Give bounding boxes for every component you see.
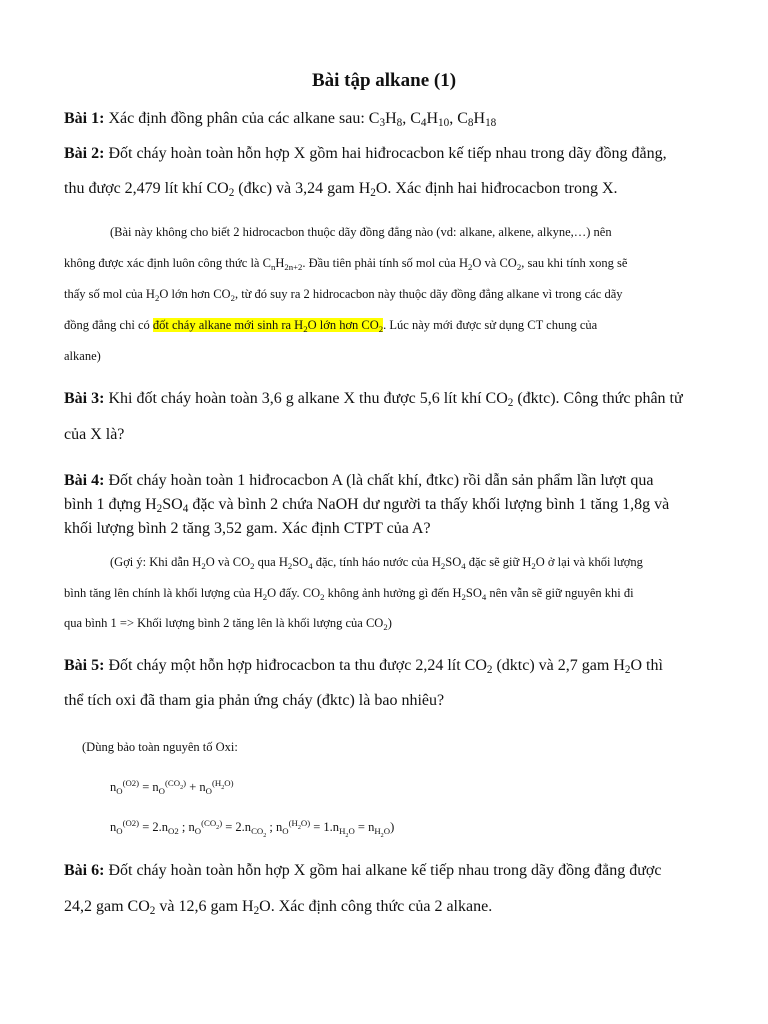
exercise-label: Bài 6:: [64, 862, 105, 879]
exercise-label: Bài 1:: [64, 110, 105, 127]
exercise-label: Bài 3:: [64, 390, 105, 407]
exercise-3-line-1: Bài 3: Khi đốt cháy hoàn toàn 3,6 g alkane X thu được 5,6 lít khí $CO_2$ (đktc). Công thức phân tử: [64, 390, 683, 409]
exercise-4-line-1: Bài 4: Đốt cháy hoàn toàn 1 hiđrocacbon A (là chất khí, đtkc) rồi dẫn sản phẩm lần lượt qua: [64, 472, 654, 489]
note-4-line-3: qua bình 1 => Khối lượng bình 2 tăng lên là khối lượng của $CO_2$): [64, 616, 392, 632]
note-2-line-4-end: . Lúc này mới được sử dụng CT chung của: [383, 318, 598, 332]
note-5-intro: (Dùng bảo toàn nguyên tố Oxi:: [82, 740, 238, 754]
exercise-1: Bài 1: Xác định đồng phân của các alkane sau: $C_3H_8$, $C_4H_{10}$, $C_8H_{18}$: [64, 110, 497, 129]
exercise-5-line-2: thể tích oxi đã tham gia phản ứng cháy (đktc) là bao nhiêu?: [64, 692, 445, 709]
exercise-3-line-2: của X là?: [64, 426, 125, 443]
equation-2: $n_O^{(O2)} = 2.n_{O2}$ ; $n_O^{(CO_2)} = 2.n_{CO_2}$ ; $n_O^{(H_2O)} = 1.n_{H_2O} = n_{H_2O}$): [110, 818, 395, 839]
exercise-2-line-2: thu được 2,479 lít khí $CO_2$ (đkc) và 3,24 gam $H_2O$. Xác định hai hiđrocacbon trong X.: [64, 180, 618, 199]
exercise-label: Bài 4:: [64, 472, 105, 489]
note-2-line-4: [64, 318, 597, 333]
note-2-line-2: không được xác định luôn công thức là $C_nH_{2n+2}$. Đầu tiên phải tính số mol của $H_2O$ và $CO_2$, sau khi tính xong sẽ: [64, 256, 628, 272]
exercise-2-line-1: Bài 2: Đốt cháy hoàn toàn hỗn hợp X gồm hai hiđrocacbon kế tiếp nhau trong dãy đồng đẳng,: [64, 145, 667, 162]
highlighted-text: đốt cháy alkane mới sinh ra $H_2O$ lớn hơn $CO_2$: [152, 318, 384, 334]
note-2-line-5: alkane): [64, 349, 101, 363]
exercise-4-line-2: bình 1 đựng $H_2SO_4$ đặc và bình 2 chứa NaOH dư người ta thấy khối lượng bình 1 tăng 1,8g và: [64, 496, 670, 515]
equation-1: $n_O^{(O2)} = n_O^{(CO_2)} + n_O^{(H_2O)}$: [110, 778, 234, 796]
exercise-6-line-1: Bài 6: Đốt cháy hoàn toàn hỗn hợp X gồm hai alkane kế tiếp nhau trong dãy đồng đẳng được: [64, 862, 662, 879]
page-title: Bài tập alkane (1): [311, 70, 457, 91]
note-4-line-2: bình tăng lên chính là khối lượng của $H_2O$ đấy. $CO_2$ không ảnh hưởng gì đến $H_2SO_4$ nên vẫn sẽ giữ nguyên khi đi: [64, 586, 634, 602]
note-2-line-3: thấy số mol của $H_2O$ lớn hơn $CO_2$, từ đó suy ra 2 hidrocacbon này thuộc dãy đồng đẳng alkane vì trong các dãy: [64, 287, 623, 303]
exercise-label: Bài 2:: [64, 145, 105, 162]
note-2-line-1: (Bài này không cho biết 2 hidrocacbon thuộc dãy đồng đẳng nào (vd: alkane, alkene, alkyne,…) nên: [110, 225, 612, 239]
exercise-5-line-1: Bài 5: Đốt cháy một hỗn hợp hiđrocacbon ta thu được 2,24 lít $CO_2$ (dktc) và 2,7 gam $H_2O$ thì: [64, 657, 663, 676]
note-4-line-1: (Gợi ý: Khi dẫn $H_2O$ và $CO_2$ qua $H_2SO_4$ đặc, tính háo nước của $H_2SO_4$ đặc sẽ giữ $H_2O$ ở lại và khối lượng: [110, 555, 643, 571]
exercise-6-line-2: 24,2 gam $CO_2$ và 12,6 gam $H_2O$. Xác định công thức của 2 alkane.: [64, 898, 493, 917]
exercise-label: Bài 5:: [64, 657, 105, 674]
exercise-4-line-3: khối lượng bình 2 tăng 3,52 gam. Xác định CTPT của A?: [64, 520, 431, 537]
note-2-line-4-start: đồng đẳng chỉ có: [64, 318, 153, 332]
